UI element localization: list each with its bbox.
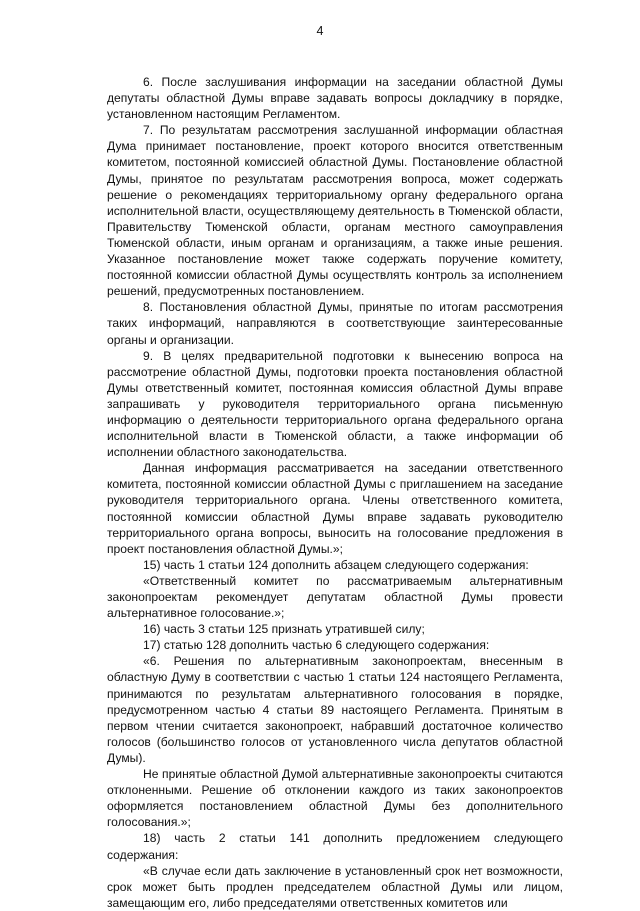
document-body [107,74,563,911]
page-number: 4 [316,24,324,38]
amendment-18-text: «В случае если дать заключение в установленный срок нет возможности, срок может быть продлен председателем областной Думы или лицом, замещающим его, либо председателями ответственных комитетов или [107,863,563,910]
paragraph-7: 7. По результатам рассмотрения заслушанной информации областная Дума принимает постановление, проект которого вносится ответственным комитетом, постоянной комиссией областной Думы. Постановление областной Думы, принятое по результатам рассмотрения вопроса, может содержать решение о рекомендациях территориальному органу федерального органа исполнительной власти, осуществляющему деятельность в Тюменской области, Правительству Тюменской области, органам местного самоуправления Тюменской области, иным органам и организациям, а также иные решения. Указанное постановление может также содержать поручение комитету, постоянной комиссии областной Думы осуществлять контроль за исполнением решений, предусмотренных постановлением. [107,123,563,299]
paragraph-6: 6. После заслушивания информации на заседании областной Думы депутаты областной Думы вправе задавать вопросы докладчику в порядке, установленном настоящим Регламентом. [107,75,563,122]
amendment-17: 17) статью 128 дополнить частью 6 следующего содержания: [143,638,490,653]
amendment-16: 16) часть 3 статьи 125 признать утратившей силу; [143,622,425,637]
paragraph-8: 8. Постановления областной Думы, принятые по итогам рассмотрения таких информаций, направляются в соответствующие заинтересованные органы и организации. [107,300,563,347]
amendment-15: 15) часть 1 статьи 124 дополнить абзацем следующего содержания: [143,557,529,572]
amendment-17-part-6: «6. Решения по альтернативным законопроектам, внесенным в областную Думу в соответствии с частью 1 статьи 124 настоящего Регламента, принимаются по результатам альтернативного голосования в порядке, предусмотренном частью 4 статьи 89 настоящего Регламента. Принятым в первом чтении считается законопроект, набравший достаточное количество голосов (большинство голосов от установленного числа депутатов областной Думы). [107,654,563,765]
paragraph-9-continued: Данная информация рассматривается на заседании ответственного комитета, постоянной комиссии областной Думы с приглашением на заседание руководителя территориального органа. Члены ответственного комитета, постоянной комиссии областной Думы вправе задавать руководителю территориального органа вопросы, выносить на голосование предложения в проект постановления областной Думы.»; [107,461,563,556]
paragraph-9: 9. В целях предварительной подготовки к вынесению вопроса на рассмотрение областной Думы, подготовки проекта постановления областной Думы ответственный комитет, постоянная комиссия областной Думы вправе запрашивать у руководителя территориального органа письменную информацию о деятельности территориального органа федерального органа исполнительной власти в Тюменской области, а также информации об исполнении областного законодательства. [107,348,563,460]
amendment-15-text: «Ответственный комитет по рассматриваемым альтернативным законопроектам рекомендует депутатам областной Думы провести альтернативное голосование.»; [107,573,563,621]
amendment-17-rejected: Не принятые областной Думой альтернативные законопроекты считаются отклоненными. Решение об отклонении каждого из таких законопроектов оформляется постановлением областной Думы без дополнительного голосования.»; [107,767,563,830]
amendment-18: 18) часть 2 статьи 141 дополнить предложением следующего содержания: [107,831,563,862]
